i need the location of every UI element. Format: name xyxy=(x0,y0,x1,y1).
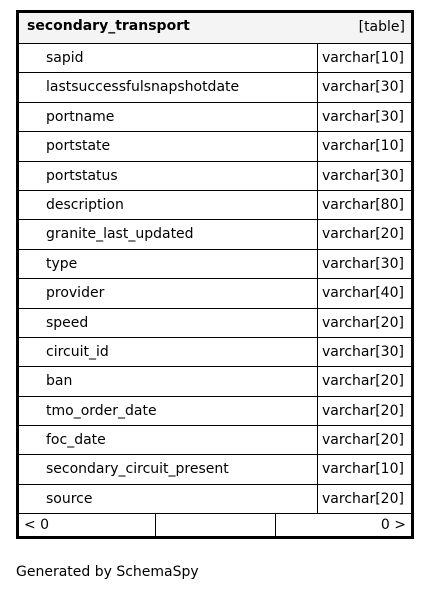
column-row xyxy=(19,309,411,338)
table-name: secondary_transport xyxy=(27,18,190,34)
column-name: granite_last_updated xyxy=(19,220,318,248)
column-name: lastsuccessfulsnapshotdate xyxy=(19,73,318,101)
column-type: varchar[30] xyxy=(322,79,404,96)
table-kind-label: [table] xyxy=(358,19,405,35)
column-name: speed xyxy=(19,309,318,337)
column-row xyxy=(19,426,411,455)
column-row xyxy=(19,485,411,514)
column-type: varchar[10] xyxy=(322,50,404,66)
table-entity xyxy=(16,10,414,539)
column-name: source xyxy=(19,485,318,513)
column-row xyxy=(19,220,411,249)
column-type: varchar[30] xyxy=(322,343,404,360)
column-name: sapid xyxy=(19,44,318,72)
column-row xyxy=(19,397,411,426)
column-type: varchar[40] xyxy=(322,285,404,302)
table-footer xyxy=(19,514,411,536)
column-row xyxy=(19,279,411,308)
generated-by-label: Generated by SchemaSpy xyxy=(16,564,199,580)
column-row xyxy=(19,367,411,396)
column-type: varchar[30] xyxy=(322,108,404,125)
column-name: tmo_order_date xyxy=(19,397,318,425)
column-row xyxy=(19,455,411,484)
column-name: portname xyxy=(19,103,318,131)
parents-count: < 0 xyxy=(19,514,156,536)
column-row xyxy=(19,250,411,279)
column-type: varchar[20] xyxy=(322,373,404,390)
column-type: varchar[80] xyxy=(322,196,404,213)
column-name: circuit_id xyxy=(19,338,318,366)
column-row xyxy=(19,44,411,73)
column-row xyxy=(19,103,411,132)
column-name: portstate xyxy=(19,132,318,160)
column-row xyxy=(19,73,411,102)
column-row xyxy=(19,132,411,161)
column-type: varchar[20] xyxy=(322,432,404,449)
table-header xyxy=(19,13,411,44)
column-row xyxy=(19,162,411,191)
footer-spacer xyxy=(156,514,276,536)
column-list xyxy=(19,44,411,514)
column-name: secondary_circuit_present xyxy=(19,455,318,483)
column-name: provider xyxy=(19,279,318,307)
column-type: varchar[20] xyxy=(322,314,404,331)
column-name: foc_date xyxy=(19,426,318,454)
children-count: 0 > xyxy=(380,517,406,534)
column-type: varchar[10] xyxy=(322,461,404,478)
column-type: varchar[30] xyxy=(322,167,404,184)
column-row xyxy=(19,338,411,367)
column-name: ban xyxy=(19,367,318,395)
column-type: varchar[20] xyxy=(322,402,404,419)
column-type: varchar[10] xyxy=(322,138,404,155)
column-name: type xyxy=(19,250,318,278)
column-row xyxy=(19,191,411,220)
column-name: description xyxy=(19,191,318,219)
column-type: varchar[30] xyxy=(322,255,404,272)
column-type: varchar[20] xyxy=(322,226,404,243)
column-name: portstatus xyxy=(19,162,318,190)
column-type: varchar[20] xyxy=(322,490,404,507)
